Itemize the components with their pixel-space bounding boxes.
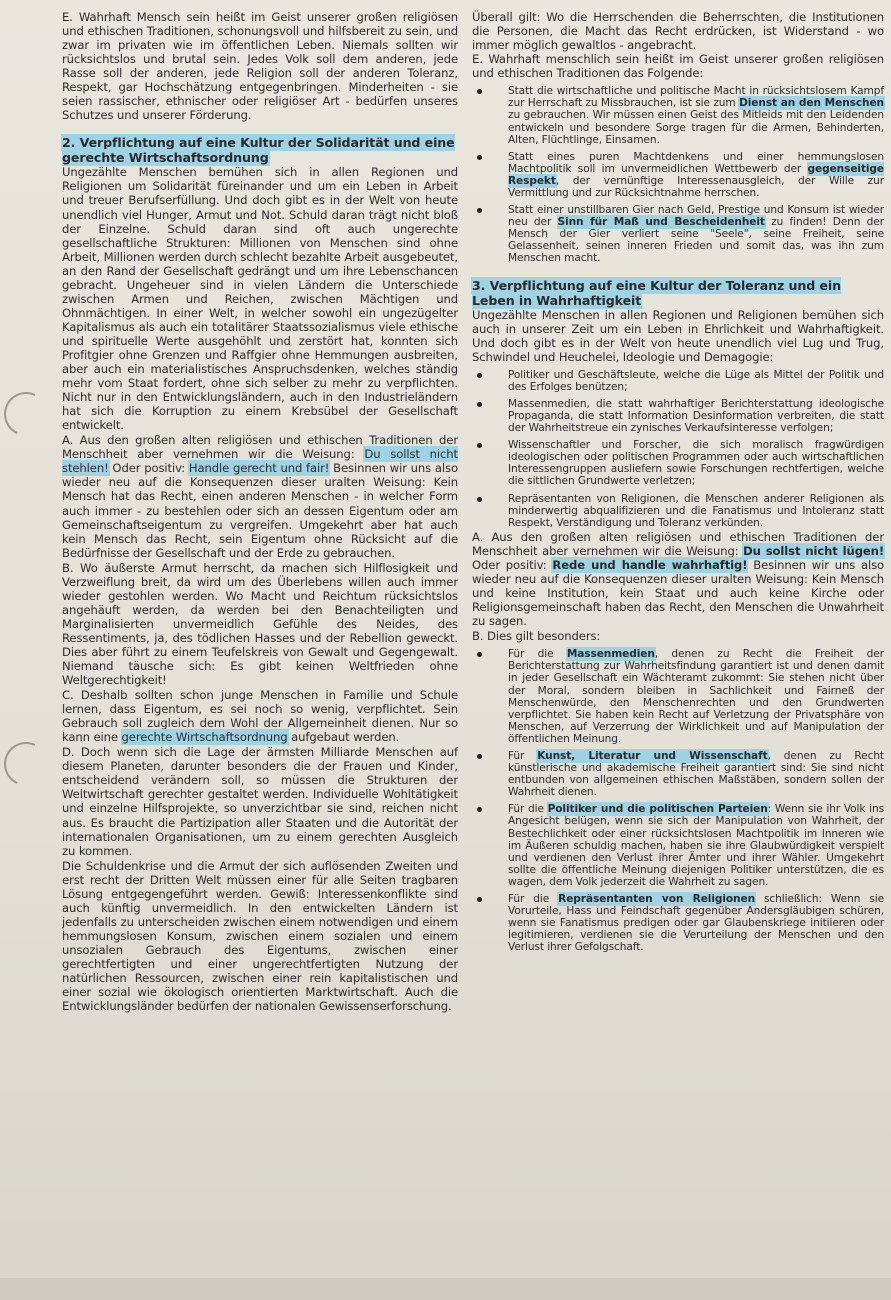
bullet-list-especially [472,648,884,953]
paragraph-e-human: E. Wahrhaft menschlich sein heißt im Geist unserer großen religiösen und ethischen Traditionen das Folgende: [472,52,884,81]
paragraph-b-especially: B. Dies gilt besonders: [472,629,601,644]
punch-hole [0,736,54,792]
highlight-du-sollst-nicht-stehlen: Du sollst nicht stehlen! [62,447,458,476]
list-item: Für die Massenmedien, denen zu Recht die Freiheit der Berichterstattung zur Wahrheitsfindung garantiert ist und denen damit in jeder Gesellschaft ein Wächteramt zukommt: Sie stehen nicht über der Moral, sondern bleiben in Sachlichkeit und Fairneß der Menschenwürde, den Menschenrechten und den Grundwerten verpflichtet. Sie haben kein Recht auf Verletzung der Privatsphäre von Menschen, auf Verzerrung der Wirklichkeit und auf Manipulation der öffentlichen Meinung. [472,648,884,745]
list-item: Für die Repräsentanten von Religionen schließlich: Wenn sie Vorurteile, Hass und Feindschaft gegenüber Andersgläubigen schüren, wenn sie Fanatismus predigen oder gar Glaubenskriege initiieren oder legitimieren, verdienen sie die Verurteilung der Menschen und den Verlust ihrer Gefolgschaft. [472,893,884,953]
paragraph-b-poverty: B. Wo äußerste Armut herrscht, da machen sich Hilflosigkeit und Verzweiflung breit, da wird um des Überlebens willen auch immer wieder gestohlen werden. Wo Macht und Reichtum rücksichtslos angehäuft werden, da werden bei den Benachteiligten und Marginalisierten unvermeidlich Gefühle des Neides, des Ressentiments, ja, des tödlichen Hasses und der Rebellion geweckt. Dies aber führt zu einem Teufelskreis von Gewalt und Gegengewalt. Niemand täusche sich: Es gibt keinen Weltfrieden ohne Weltgerechtigkeit! [62,560,458,688]
page-bottom-edge [0,1278,891,1300]
list-item: Für die Politiker und die politischen Parteien: Wenn sie ihr Volk ins Angesicht belügen, wenn sie sich der Manipulation von Wahrheit, der Bestechlichkeit oder einer rücksichtslosen Machtpolitik im Inneren wie im Äußeren schuldig machen, haben sie ihre Glaubwürdigkeit verspielt und verdienen den Verlust ihrer Ämter und ihrer Wähler. Umgekehrt sollte die öffentliche Meinung diejenigen Politiker unterstützen, die es wagen, dem Volk jederzeit die Wahrheit zu sagen. [472,803,884,888]
paragraph-a-steal: A. Aus den großen alten religiösen und ethischen Traditionen der Menschheit aber vernehmen wir die Weisung: Du sollst nicht stehlen! Oder positiv: Handle gerecht und fair! Besinnen wir uns also wieder neu auf die Konsequenzen dieser uralten Weisung: Kein Mensch hat das Recht, einen anderen Menschen - in welcher Form auch immer - zu bestehlen oder sich an dessen Eigentum oder am Gemeinschaftseigentum zu vergreifen. Umgekehrt aber hat auch kein Mensch das Recht, sein Eigentum ohne Rücksicht auf die Bedürfnisse der Gesellschaft und der Erde zu gebrauchen. [62,433,458,560]
highlight-gerechte-wirtschaftsordnung: gerechte Wirtschaftsordnung [121,730,288,745]
right-column [472,10,884,953]
list-item: Repräsentanten von Religionen, die Menschen anderer Religionen als minderwertig abqualifizieren und die Fanatismus und Intoleranz statt Respekt, Verständigung und Toleranz verkünden. [472,493,884,529]
left-column [62,10,458,1013]
paragraph-resistance: Überall gilt: Wo die Herrschenden die Beherrschten, die Institutionen die Personen, die Macht das Recht erdrücken, ist Widerstand - wo immer möglich gewaltlos - angebracht. [472,10,884,53]
bullet-list-power [472,85,884,264]
list-item: Für Kunst, Literatur und Wissenschaft, denen zu Recht künstlerische und akademische Freiheit garantiert sind: Sie sind nicht entbunden von allgemeinen ethischen Maßstäben, sondern sollen der Wahrheit dienen. [472,750,884,798]
list-item: Statt eines puren Machtdenkens und einer hemmungslosen Machtpolitik soll im unvermeidlichen Wettbewerb der gegenseitige Respekt, der vernünftige Interessenausgleich, der Wille zur Vermittlung und zur Rücksichtnahme herrschen. [472,151,884,199]
highlight-rede-und-handle: Rede und handle wahrhaftig! [552,557,748,572]
paragraph-debt-crisis: Die Schuldenkrise und die Armut der sich auflösenden Zweiten und erst recht der Dritten Welt müssen einer für alle Seiten tragbaren Lösung entgegengeführt werden. Gewiß: Interessenkonflikte sind auch künftig unvermeidlich. In den entwickelten Ländern ist jedenfalls zu unterscheiden zwischen einem notwendigen und einem hemmungslosen Konsum, zwischen einem sozialen und einem unsozialen Gebrauch des Eigentums, zwischen einer gerechtfertigten und einer ungerechtfertigten Nutzung der natürlichen Ressourcen, zwischen einer rein kapitalistischen und einer sozial wie ökologisch orientierten Marktwirtschaft. Auch die Entwicklungsländer bedürfen der nationalen Gewissenserforschung. [62,858,458,1014]
list-item: Statt die wirtschaftliche und politische Macht in rücksichtslosem Kampf zur Herrschaft zu Missbrauchen, ist sie zum Dienst an den Menschen zu gebrauchen. Wir müssen einen Geist des Mitleids mit den Leidenden entwickeln und besondere Sorge tragen für die Armen, Behinderten, Alten, Flüchtlinge, Einsamen. [472,85,884,145]
paragraph-a-lie: A. Aus den großen alten religiösen und ethischen Traditionen der Menschheit aber vernehmen wir die Weisung: Du sollst nicht lügen! Oder positiv: Rede und handle wahrhaftig! Besinnen wir uns also wieder neu auf die Konsequenzen dieser uralten Weisung: Kein Mensch und keine Institution, kein Staat und auch keine Kirche oder Religionsgemeinschaft haben das Recht, den Menschen die Unwahrheit zu sagen. [472,529,885,629]
section-heading-2: 2. Verpflichtung auf eine Kultur der Solidarität und eine gerechte Wirtschaftsordnung [62,135,455,166]
highlight-du-sollst-nicht-luegen: Du sollst nicht lügen! [743,543,885,558]
list-item: Statt einer unstillbaren Gier nach Geld, Prestige und Konsum ist wieder neu der Sinn für Maß und Bescheidenheit zu finden! Denn der Mensch der Gier verliert seine "Seele", seine Freiheit, seine Gelassenheit, seinen inneren Frieden und somit das, was ihn zum Menschen macht. [472,204,884,264]
list-item: Wissenschaftler und Forscher, die sich moralisch fragwürdigen ideologischen oder politischen Programmen oder auch wirtschaftlichen Interessengruppen ausliefern sowie Forschungen rechtfertigen, welche die sittlichen Grundwerte verletzen; [472,439,884,487]
paragraph-truthfulness: Ungezählte Menschen in allen Regionen und Religionen bemühen sich auch in unserer Zeit um ein Leben in Ehrlichkeit und Wahrhaftigkeit. Und doch gibt es in der Welt von heute unendlich viel Lug und Trug, Schwindel und Heuchelei, Ideologie und Demagogie: [472,307,884,364]
paragraph-d-world-economy: D. Doch wenn sich die Lage der ärmsten Milliarde Menschen auf diesem Planeten, darunter besonders die der Frauen und Kinder, entscheidend verändern soll, so müssen die Strukturen der Weltwirtschaft gerechter gestaltet werden. Individuelle Wohltätigkeit und einzelne Hilfsprojekte, so unverzichtbar sie sind, reichen nicht aus. Es braucht die Partizipation aller Staaten und die Autorität der internationalen Organisationen, um zu einem gerechten Ausgleich zu kommen. [62,745,458,858]
paragraph-solidarity: Ungezählte Menschen bemühen sich in allen Regionen und Religionen um Solidarität füreinander und um ein Leben in Arbeit und treuer Berufserfüllung. Und doch gibt es in der Welt von heute unendlich viel Hunger, Armut und Not. Schuld daran trägt nicht bloß der Einzelne. Schuld daran sind oft auch ungerechte gesellschaftliche Strukturen: Millionen von Menschen sind ohne Arbeit, Millionen werden durch schlecht bezahlte Arbeit ausgebeutet, an den Rand der Gesellschaft gedrängt und um ihre Lebenschancen gebracht. Ungeheuer sind in vielen Ländern die Unterschiede zwischen Armen und Reichen, zwischen Mächtigen und Ohnmächtigen. In einer Welt, in welcher sowohl ein ungezügelter Kapitalismus als auch ein totalitärer Staatssozialismus viele ethische und spirituelle Werte ausgehöhlt und zerstört hat, konnten sich Profitgier ohne Grenzen und Raffgier ohne Hemmungen ausbreiten, aber auch ein materialistisches Anspruchsdenken, welches ständig mehr vom Staat fordert, ohne sich selber zu mehr zu verpflichten. Nicht nur in den Entwicklungsländern, auch in den Industrieländern hat sich die Korruption zu einem Krebsübel der Gesellschaft entwickelt. [62,165,458,433]
punch-hole [0,386,54,442]
highlight-handle-gerecht: Handle gerecht und fair! [188,461,330,476]
section-heading-3: 3. Verpflichtung auf eine Kultur der Toleranz und ein Leben in Wahrhaftigkeit [472,277,841,308]
paragraph-c-property: C. Deshalb sollten schon junge Menschen in Familie und Schule lernen, dass Eigentum, es sei noch so wenig, verpflichtet. Sein Gebrauch soll zugleich dem Wohl der Allgemeinheit dienen. Nur so kann eine gerechte Wirtschaftsordnung aufgebaut werden. [62,688,458,745]
list-item: Politiker und Geschäftsleute, welche die Lüge als Mittel der Politik und des Erfolges benützen; [472,369,884,393]
bullet-list-lies [472,369,884,529]
list-item: Massenmedien, die statt wahrhaftiger Berichterstattung ideologische Propaganda, die statt Information Desinformation verbreiten, die statt der Wahrheitstreue ein zynisches Verkaufsinteresse verfolgen; [472,398,884,434]
paragraph-e-humanity: E. Wahrhaft Mensch sein heißt im Geist unserer großen religiösen und ethischen Traditionen, schonungsvoll und hilfsbereit zu sein, und zwar im privaten wie im öffentlichen Leben. Niemals sollten wir rücksichtslos und brutal sein. Jedes Volk soll dem anderen, jede Rasse soll der anderen, jede Religion soll der anderen Toleranz, Respekt, gar Hochschätzung entgegenbringen. Minderheiten - sie seien rassischer, ethnischer oder religiöser Art - bedürfen unseres Schutzes und unserer Förderung. [62,10,458,123]
